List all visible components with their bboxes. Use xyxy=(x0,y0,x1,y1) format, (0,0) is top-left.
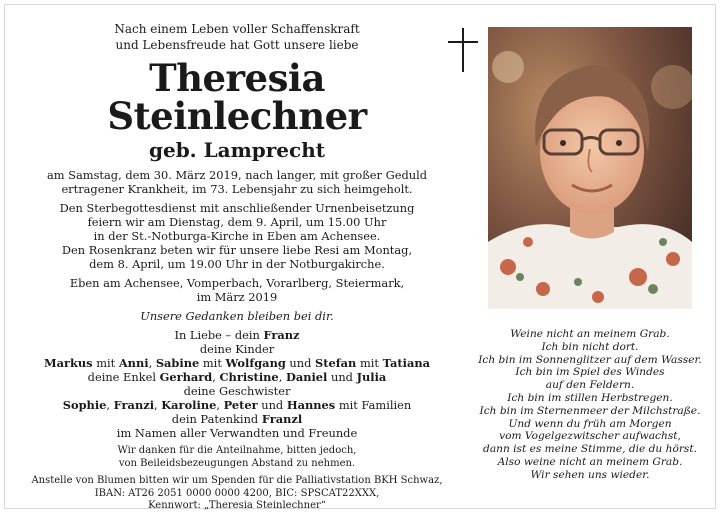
death-line: ertragener Krankheit, im 73. Lebensjahr zu sich heimgeholt. xyxy=(61,182,413,196)
obituary-text xyxy=(22,22,452,513)
thanks xyxy=(22,445,452,470)
separator: , xyxy=(154,398,162,412)
poem-line: Ich bin nicht dort. xyxy=(541,340,639,353)
relatives-line: im Namen aller Verwandten und Freunde xyxy=(116,426,358,440)
sibling-name: Sophie xyxy=(62,398,107,412)
date-line: im März 2019 xyxy=(196,290,278,304)
cross-icon xyxy=(448,28,478,72)
service-line: Den Sterbegottesdienst mit anschließender Urnenbeisetzung xyxy=(59,201,415,215)
poem-line: Ich bin im stillen Herbstregen. xyxy=(507,391,673,404)
poem xyxy=(470,328,710,482)
sibling-name: Karoline xyxy=(161,398,217,412)
child-name: Markus xyxy=(44,356,93,370)
grandchild-name: Julia xyxy=(356,370,387,384)
service-line: feiern wir am Dienstag, dem 9. April, um 15.00 Uhr xyxy=(87,215,387,229)
donation-line: Anstelle von Blumen bitten wir um Spenden für die Palliativstation BKH Schwaz, xyxy=(31,475,443,486)
husband-name: Franz xyxy=(263,328,300,342)
service-line: Den Rosenkranz beten wir für unsere liebe Resi am Montag, xyxy=(61,243,413,257)
child-spouse-name: Wolfgang xyxy=(225,356,286,370)
separator: mit xyxy=(199,356,226,370)
children-label: deine Kinder xyxy=(199,342,275,356)
poem-line: Also weine nicht an meinem Grab. xyxy=(497,455,683,468)
service-line: dem 8. April, um 19.00 Uhr in der Notburgakirche. xyxy=(89,257,385,271)
siblings-line xyxy=(22,398,452,412)
service-text xyxy=(22,201,452,271)
place-date xyxy=(22,276,452,304)
thanks-line: von Beileidsbezeugungen Abstand zu nehmen. xyxy=(118,457,356,469)
portrait-illustration xyxy=(488,27,692,309)
grandchildren-line xyxy=(22,370,452,384)
donation-line: IBAN: AT26 2051 0000 0000 4200, BIC: SPSCAT22XXX, xyxy=(94,487,380,499)
separator: , xyxy=(148,356,156,370)
grandchild-name: Christine xyxy=(219,370,279,384)
donation-line: Kennwort: „Theresia Steinlechner“ xyxy=(148,500,326,511)
separator: , xyxy=(278,370,286,384)
death-text xyxy=(22,168,452,196)
godchild-name: Franzl xyxy=(261,412,303,426)
thoughts-line: Unsere Gedanken bleiben bei dir. xyxy=(140,309,334,323)
poem-line: auf den Feldern. xyxy=(545,379,635,392)
children-line xyxy=(22,356,452,370)
poem-line: Ich bin im Sternenmeer der Milchstraße. xyxy=(479,404,701,417)
donation xyxy=(22,475,452,513)
portrait-photo xyxy=(488,27,692,309)
poem-line: vom Vogelgezwitscher aufwachst, xyxy=(499,430,681,443)
intro-line: Nach einem Leben voller Schaffenskraft xyxy=(114,22,360,36)
separator: , xyxy=(216,398,224,412)
place-line: Eben am Achensee, Vomperbach, Vorarlberg, Steiermark, xyxy=(69,276,405,290)
separator: und xyxy=(257,398,287,412)
intro-line: und Lebensfreude hat Gott unsere liebe xyxy=(115,37,359,52)
service-line: in der St.-Notburga-Kirche in Eben am Achensee. xyxy=(93,229,381,243)
siblings-label: deine Geschwister xyxy=(183,384,291,398)
poem-line: Weine nicht an meinem Grab. xyxy=(510,328,670,340)
separator: mit xyxy=(92,356,119,370)
separator: , xyxy=(212,370,220,384)
mourners xyxy=(22,328,452,440)
deceased-name: Theresia Steinlechner xyxy=(107,56,367,138)
birth-name: geb. Lamprecht xyxy=(148,138,325,162)
child-spouse-name: Anni xyxy=(118,356,149,370)
godchild-prefix: dein Patenkind xyxy=(171,412,262,426)
separator: mit xyxy=(356,356,383,370)
child-spouse-name: Tatiana xyxy=(382,356,430,370)
death-line: am Samstag, dem 30. März 2019, nach langer, mit großer Geduld xyxy=(46,168,428,182)
intro xyxy=(22,22,452,53)
separator: und xyxy=(285,356,316,370)
separator: und xyxy=(327,370,357,384)
sibling-name: Peter xyxy=(223,398,258,412)
poem-line: dann ist es meine Stimme, die du hörst. xyxy=(483,443,697,456)
siblings-suffix: mit Familien xyxy=(335,398,412,412)
love-prefix: In Liebe – dein xyxy=(174,328,264,342)
child-name: Stefan xyxy=(315,356,357,370)
godchild-line xyxy=(22,412,452,426)
grandchild-name: Gerhard xyxy=(159,370,213,384)
sibling-name: Franzi xyxy=(113,398,155,412)
poem-line: Und wenn du früh am Morgen xyxy=(508,417,672,430)
poem-line: Wir sehen uns wieder. xyxy=(530,468,650,481)
poem-line: Ich bin im Spiel des Windes xyxy=(515,366,665,379)
sibling-name: Hannes xyxy=(286,398,336,412)
separator: , xyxy=(106,398,114,412)
child-name: Sabine xyxy=(155,356,200,370)
grandchild-name: Daniel xyxy=(285,370,328,384)
love-line xyxy=(22,328,452,342)
poem-line: Ich bin im Sonnenglitzer auf dem Wasser. xyxy=(478,353,702,366)
grandchildren-prefix: deine Enkel xyxy=(87,370,160,384)
thanks-line: Wir danken für die Anteilnahme, bitten jedoch, xyxy=(117,445,357,456)
